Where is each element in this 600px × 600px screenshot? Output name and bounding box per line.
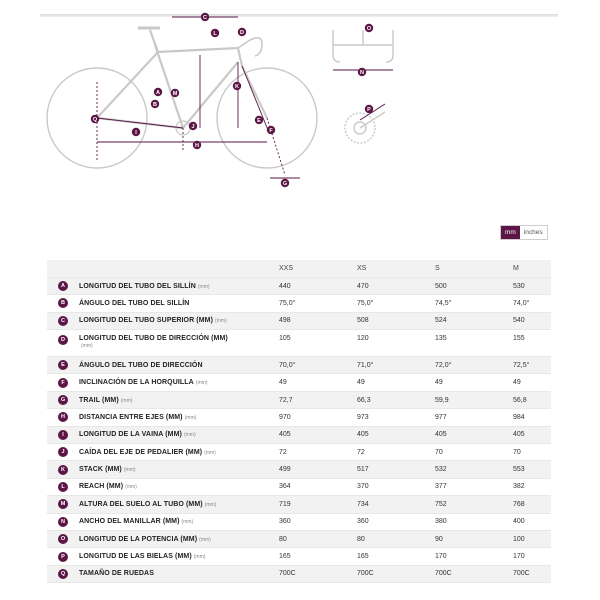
row-label: ANCHO DEL MANILLAR (MM): [79, 518, 180, 526]
row-label: LONGITUD DEL TUBO DE DIRECCIÓN (MM): [79, 335, 228, 343]
row-letter-badge: L: [58, 482, 68, 492]
unit-mm-button[interactable]: mm: [501, 226, 520, 239]
row-value: 400: [513, 513, 551, 530]
row-value: 74,0°: [513, 295, 551, 312]
table-row: [47, 444, 551, 461]
table-header-row: [47, 260, 551, 277]
diagram-markers: [91, 13, 373, 187]
row-value: 700C: [357, 565, 435, 582]
row-label: LONGITUD DE LA VAINA (MM): [79, 431, 182, 439]
row-label: LONGITUD DEL TUBO DEL SILLÍN: [79, 282, 196, 290]
row-value: 405: [279, 426, 357, 443]
row-value: 499: [279, 461, 357, 478]
row-value: 530: [513, 277, 551, 294]
row-unit: (mm): [81, 343, 93, 350]
row-unit: (mm): [123, 467, 136, 474]
marker-label-e: E: [257, 118, 261, 124]
row-value: 524: [435, 312, 513, 329]
crank-length-line: [360, 104, 385, 120]
row-value: 970: [279, 409, 357, 426]
row-letter-badge: K: [58, 465, 68, 475]
row-value: 170: [435, 548, 513, 565]
row-unit: (mm): [184, 414, 197, 421]
row-unit: (mm): [204, 449, 216, 456]
marker-label-n: N: [360, 70, 364, 76]
row-letter-badge: E: [58, 360, 68, 370]
row-letter-badge: J: [58, 447, 68, 457]
row-value: 165: [357, 548, 435, 565]
row-unit: (mm): [125, 484, 137, 491]
table-row: [47, 530, 551, 547]
row-value: 752: [435, 496, 513, 513]
row-value: 49: [435, 374, 513, 391]
row-value: 405: [435, 426, 513, 443]
row-value: 165: [279, 548, 357, 565]
row-value: 80: [279, 530, 357, 547]
marker-label-j: J: [191, 124, 195, 130]
row-value: 553: [513, 461, 551, 478]
row-value: 377: [435, 478, 513, 495]
row-unit: (mm): [199, 536, 211, 543]
row-value: 49: [513, 374, 551, 391]
row-value: 734: [357, 496, 435, 513]
row-value: 74,5°: [435, 295, 513, 312]
geometry-table: [47, 260, 551, 583]
row-unit: (mm): [193, 554, 206, 561]
table-row: [47, 295, 551, 312]
table-row: [47, 565, 551, 582]
row-value: 470: [357, 277, 435, 294]
row-unit: (mm): [204, 501, 217, 508]
table-row: [47, 409, 551, 426]
row-value: 170: [513, 548, 551, 565]
marker-label-p: P: [367, 107, 371, 113]
table-row: [47, 330, 551, 357]
row-value: 540: [513, 312, 551, 329]
row-value: 155: [513, 330, 551, 357]
row-value: 700C: [435, 565, 513, 582]
row-value: 105: [279, 330, 357, 357]
row-value: 360: [279, 513, 357, 530]
row-value: 72,7: [279, 391, 357, 408]
row-label: ÁNGULO DEL TUBO DE DIRECCIÓN: [79, 361, 203, 369]
row-value: 70: [513, 444, 551, 461]
row-value: 360: [357, 513, 435, 530]
table-row: [47, 426, 551, 443]
table-row: [47, 312, 551, 329]
size-header: XS: [357, 260, 435, 277]
row-value: 380: [435, 513, 513, 530]
row-value: 70,0°: [279, 357, 357, 374]
row-value: 405: [513, 426, 551, 443]
marker-label-b: B: [153, 102, 157, 108]
row-value: 135: [435, 330, 513, 357]
row-unit: (mm): [183, 432, 196, 439]
row-unit: (mm): [195, 380, 208, 387]
row-letter-badge: B: [58, 298, 68, 308]
row-label: STACK (MM): [79, 466, 122, 474]
row-label: LONGITUD DE LAS BIELAS (MM): [79, 553, 192, 561]
row-value: 72,5°: [513, 357, 551, 374]
table-row: [47, 374, 551, 391]
row-value: 532: [435, 461, 513, 478]
row-unit: (mm): [215, 318, 227, 325]
row-label: REACH (MM): [79, 483, 124, 491]
row-unit: (mm): [181, 519, 194, 526]
row-label: TAMAÑO DE RUEDAS: [79, 570, 154, 578]
row-letter-badge: M: [58, 499, 68, 509]
row-value: 80: [357, 530, 435, 547]
row-letter-badge: H: [58, 412, 68, 422]
row-value: 56,8: [513, 391, 551, 408]
bike-frame: [97, 28, 267, 128]
marker-label-i: I: [135, 130, 137, 136]
row-value: 90: [435, 530, 513, 547]
row-value: 700C: [279, 565, 357, 582]
row-value: 66,3: [357, 391, 435, 408]
row-value: 72,0°: [435, 357, 513, 374]
row-unit: (mm): [197, 283, 210, 290]
row-value: 719: [279, 496, 357, 513]
table-row: [47, 478, 551, 495]
row-value: 72: [279, 444, 357, 461]
row-value: 500: [435, 277, 513, 294]
table-row: [47, 357, 551, 374]
row-unit: (mm): [120, 397, 133, 404]
table-row: [47, 513, 551, 530]
row-value: 768: [513, 496, 551, 513]
row-letter-badge: O: [58, 534, 68, 544]
marker-label-c: C: [203, 15, 207, 21]
row-value: 508: [357, 312, 435, 329]
marker-label-g: G: [282, 181, 288, 187]
row-value: 382: [513, 478, 551, 495]
marker-label-l: L: [213, 31, 217, 37]
row-letter-badge: C: [58, 316, 68, 326]
row-letter-badge: F: [58, 378, 68, 388]
row-value: 59,9: [435, 391, 513, 408]
unit-toggle[interactable]: [500, 225, 548, 240]
table-row: [47, 391, 551, 408]
marker-label-q: Q: [92, 117, 98, 123]
size-header: M: [513, 260, 551, 277]
marker-label-k: K: [235, 84, 239, 90]
marker-label-o: O: [366, 26, 372, 32]
row-value: 370: [357, 478, 435, 495]
row-label: LONGITUD DE LA POTENCIA (MM): [79, 535, 198, 543]
size-header: XXS: [279, 260, 357, 277]
unit-inches-button[interactable]: inches: [520, 226, 547, 239]
marker-label-d: D: [240, 30, 244, 36]
row-letter-badge: P: [58, 552, 68, 562]
row-value: 977: [435, 409, 513, 426]
row-label: LONGITUD DEL TUBO SUPERIOR (MM): [79, 317, 214, 325]
row-value: 405: [357, 426, 435, 443]
row-value: 700C: [513, 565, 551, 582]
row-value: 70: [435, 444, 513, 461]
table-row: [47, 461, 551, 478]
row-letter-badge: N: [58, 517, 68, 527]
marker-label-m: M: [172, 91, 178, 97]
row-letter-badge: A: [58, 281, 68, 291]
dimension-lines: [97, 17, 300, 178]
row-value: 49: [357, 374, 435, 391]
row-label: INCLINACIÓN DE LA HORQUILLA: [79, 379, 194, 387]
size-header: S: [435, 260, 513, 277]
marker-label-a: A: [156, 90, 160, 96]
bike-geometry-diagram: [0, 0, 600, 200]
row-letter-badge: G: [58, 395, 68, 405]
marker-label-h: H: [195, 143, 199, 149]
row-value: 49: [279, 374, 357, 391]
row-value: 120: [357, 330, 435, 357]
handlebar-view: [333, 30, 393, 62]
row-value: 75,0°: [279, 295, 357, 312]
row-label: DISTANCIA ENTRE EJES (MM): [79, 413, 183, 421]
row-letter-badge: D: [58, 335, 68, 345]
row-value: 72: [357, 444, 435, 461]
row-label: CAÍDA DEL EJE DE PEDALIER (MM): [79, 448, 203, 456]
row-value: 100: [513, 530, 551, 547]
row-value: 440: [279, 277, 357, 294]
row-letter-badge: I: [58, 430, 68, 440]
row-value: 973: [357, 409, 435, 426]
row-value: 984: [513, 409, 551, 426]
marker-label-f: F: [269, 128, 273, 134]
row-value: 75,0°: [357, 295, 435, 312]
table-row: [47, 548, 551, 565]
table-row: [47, 277, 551, 294]
row-label: ÁNGULO DEL TUBO DEL SILLÍN: [79, 299, 190, 307]
row-value: 498: [279, 312, 357, 329]
table-row: [47, 496, 551, 513]
row-label: ALTURA DEL SUELO AL TUBO (MM): [79, 500, 203, 508]
row-letter-badge: Q: [58, 569, 68, 579]
row-value: 71,0°: [357, 357, 435, 374]
row-value: 364: [279, 478, 357, 495]
row-label: TRAIL (MM): [79, 396, 119, 404]
row-value: 517: [357, 461, 435, 478]
